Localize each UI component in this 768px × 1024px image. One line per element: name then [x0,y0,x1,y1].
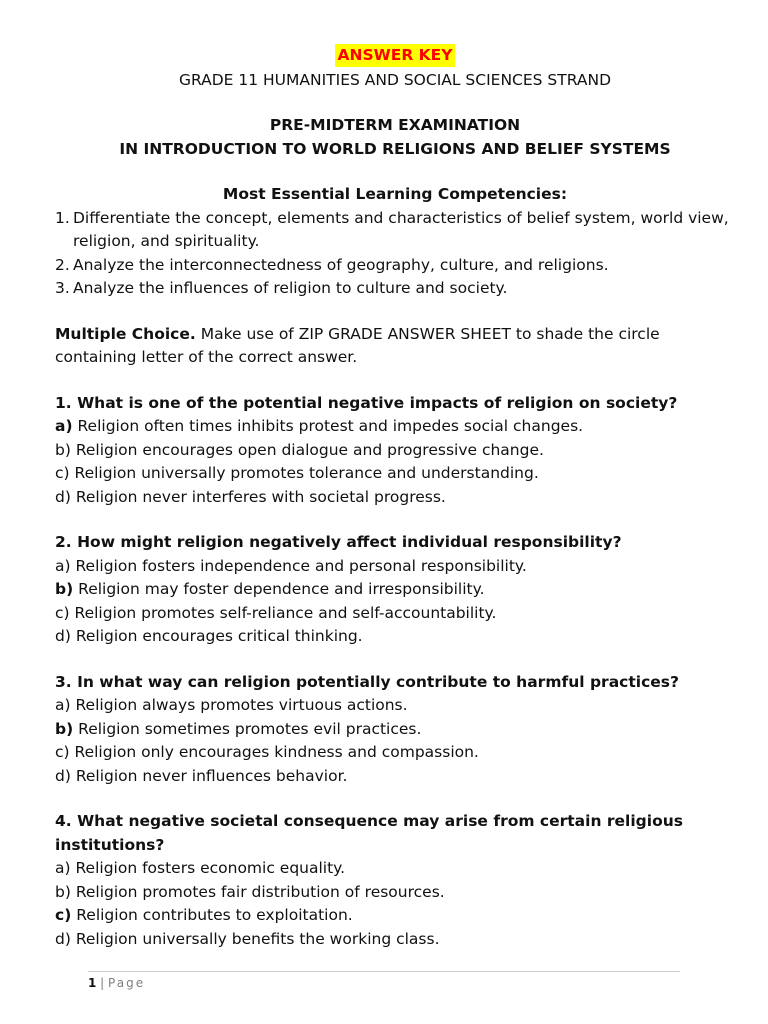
choice-letter: c) [55,906,72,924]
question-text: 4. What negative societal consequence may arise from certain religious institutions? [55,812,683,854]
choice-a: a) Religion fosters independence and personal responsibility. [55,556,527,575]
question-text: 1. What is one of the potential negative impacts of religion on society? [55,393,678,412]
choice-c: c) Religion universally promotes tolerance and understanding. [55,464,539,482]
choice-b: b) Religion may foster dependence and irresponsibility. [55,580,485,598]
question-text: 3. In what way can religion potentially contribute to harmful practices? [55,672,679,691]
choice-letter: a) [55,556,71,575]
page-footer [88,971,680,993]
strand-subtitle: GRADE 11 HUMANITIES AND SOCIAL SCIENCES STRAND [178,70,612,89]
choice-a: a) Religion always promotes virtuous actions. [55,696,408,714]
choice-letter: c) [55,464,70,482]
choice-letter: a) [55,417,73,435]
choice-a: a) Religion fosters economic equality. [55,859,346,877]
competencies-list [55,207,735,301]
competency-item: 1. Differentiate the concept, elements and characteristics of belief system, world view, religion, and spirituality. [55,208,729,250]
choice-b: b) Religion sometimes promotes evil practices. [55,719,422,738]
choice-letter: d) [55,487,71,506]
choice-d: d) Religion universally benefits the working class. [55,929,440,948]
page-number: 1 [88,976,97,990]
page-label: Page [108,976,146,990]
exam-title [55,114,735,161]
choice-letter: c) [55,603,70,622]
choice-letter: b) [55,580,74,598]
page-separator: | [96,976,109,990]
exam-title-line-2: IN INTRODUCTION TO WORLD RELIGIONS AND BELIEF SYSTEMS [119,139,671,158]
choice-letter: d) [55,766,71,785]
choice-letter: a) [55,696,71,714]
choice-b: b) Religion promotes fair distribution of resources. [55,882,445,901]
instructions [55,323,735,370]
answer-key-heading: ANSWER KEY [335,44,456,67]
instructions-text: Make use of ZIP GRADE ANSWER SHEET to shade the circle containing letter of the correct answer. [55,324,660,366]
competency-item: 2. Analyze the interconnectedness of geography, culture, and religions. [55,255,609,274]
choice-letter: b) [55,440,71,459]
choice-a: a) Religion often times inhibits protest and impedes social changes. [55,417,584,435]
choice-d: d) Religion never interferes with societal progress. [55,487,446,506]
document-page [55,44,735,951]
exam-title-line-1: PRE-MIDTERM EXAMINATION [269,116,521,134]
choice-letter: c) [55,743,70,761]
choice-letter: d) [55,929,71,948]
choice-letter: b) [55,719,74,738]
question-text: 2. How might religion negatively affect individual responsibility? [55,533,622,551]
question-block [55,531,735,649]
choice-c: c) Religion contributes to exploitation. [55,906,353,924]
competency-item: 3. Analyze the influences of religion to culture and society. [55,279,508,297]
instructions-label: Multiple Choice. [55,324,196,343]
competencies-title: Most Essential Learning Competencies: [222,185,568,203]
choice-d: d) Religion encourages critical thinking. [55,627,363,645]
question-block [55,671,735,789]
question-block [55,392,735,510]
answer-key-heading-wrap [55,44,735,68]
choice-b: b) Religion encourages open dialogue and progressive change. [55,440,544,459]
choice-c: c) Religion promotes self-reliance and self-accountability. [55,603,497,622]
choice-c: c) Religion only encourages kindness and compassion. [55,743,479,761]
choice-d: d) Religion never influences behavior. [55,766,348,785]
choice-letter: a) [55,859,71,877]
question-block [55,810,735,951]
choice-letter: b) [55,882,71,901]
choice-letter: d) [55,627,71,645]
